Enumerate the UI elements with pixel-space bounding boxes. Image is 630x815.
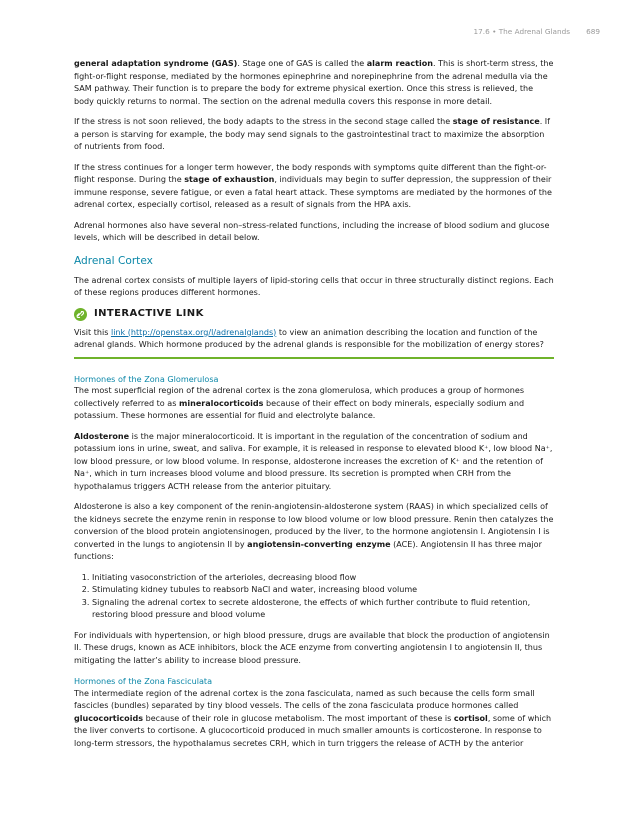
text: Aldosterone is also a key component of the renin-angiotensin-aldosterone system (RAAS) in which specialized cells of the kidneys secrete the enzyme renin in response to low blood volume or low blood pressure. Renin then catalyzes the conversion of the blood protein angiotensinogen, produced by the liver, to the hormone angiotensin I. Angiotensin I is converted in the lungs to angiotensin II by bbox=[74, 502, 554, 549]
term-mineralocorticoids: mineralocorticoids bbox=[178, 398, 264, 408]
section-title: 17.6 • The Adrenal Glands bbox=[473, 27, 571, 36]
text: , individuals may begin to suffer depression, the suppression of their immune response, severe fatigue, or even a fatal heart attack. These symptoms are mediated by the hormones of the adrenal cortex, especially cortisol, released as a result of signals from the HPA axis. bbox=[74, 175, 552, 209]
heading-zona-glomerulosa: Hormones of the Zona Glomerulosa bbox=[74, 373, 219, 384]
text: The most superficial region of the adrenal cortex is the zona glomerulosa, which produces a group of hormones collectively referred to as bbox=[74, 386, 525, 408]
text: Visit this bbox=[74, 327, 111, 337]
text: , some of which the liver converts to cortisone. A glucocorticoid produced in much smaller amounts is corticosterone. In response to long-term stressors, the hypothalamus secretes CRH, which in turn triggers the release of ACTH by the anterior bbox=[74, 713, 552, 748]
term-gas: general adaptation syndrome (GAS) bbox=[74, 59, 238, 68]
term-glucocorticoids: glucocorticoids bbox=[74, 713, 144, 723]
list-item: 1. Initiating vasoconstriction of the arterioles, decreasing blood flow bbox=[92, 572, 554, 585]
text: is the major mineralocorticoid. It is important in the regulation of the concentration of sodium and potassium ions in urine, sweat, and saliva. For example, it is released in response to elevated blood K⁺, low blood Na⁺, low blood pressure, or low blood volume. In response, aldosterone increases the excretion of K⁺ and the retention of Na⁺, which in turn increases blood volume and blood pressure. Its secretion is prompted when CRH from the hypothalamus triggers ACTH release from the anterior pituitary. bbox=[74, 431, 553, 491]
paragraph-raas bbox=[74, 501, 554, 564]
text: because of their role in glucose metabolism. The most important of these is bbox=[143, 713, 454, 723]
paragraph-exhaustion bbox=[74, 162, 554, 212]
text: . Stage one of GAS is called the bbox=[237, 59, 367, 68]
running-header bbox=[474, 27, 601, 36]
paragraph-cortex-layers: The adrenal cortex consists of multiple layers of lipid-storing cells that occur in three structurally distinct regions. Each of these regions produces different hormones. bbox=[74, 275, 554, 297]
paragraph-gas bbox=[74, 58, 554, 108]
angiotensin-functions-list bbox=[74, 572, 554, 622]
page-number: 689 bbox=[586, 27, 600, 36]
heading-adrenal-cortex: Adrenal Cortex bbox=[74, 254, 153, 267]
interactive-link-text bbox=[74, 327, 554, 352]
text: If the stress is not soon relieved, the body adapts to the stress in the second stage called the bbox=[74, 117, 453, 126]
term-stage-of-exhaustion: stage of exhaustion bbox=[184, 175, 275, 184]
list-item: 2. Stimulating kidney tubules to reabsorb NaCl and water, increasing blood volume bbox=[92, 584, 554, 597]
text: . If a person is starving for example, the body may send signals to the gastrointestinal tract to maximize the absorption of nutrients from food. bbox=[74, 117, 551, 151]
paragraph-resistance bbox=[74, 116, 554, 154]
list-item: 3. Signaling the adrenal cortex to secrete aldosterone, the effects of which further contribute to fluid retention, restoring blood pressure and blood volume bbox=[92, 597, 554, 622]
interactive-link-box bbox=[74, 327, 554, 359]
text: . This is short-term stress, the fight-or-flight response, mediated by the hormones epinephrine and norepinephrine from the adrenal medulla via the SAM pathway. Their function is to prepare the body for extreme physical exertion. Once this stress is relieved, the body quickly returns to normal. The section on the adrenal medulla covers this response in more detail. bbox=[74, 59, 554, 106]
term-stage-of-resistance: stage of resistance bbox=[452, 117, 540, 126]
paragraph-nonstress: Adrenal hormones also have several non–stress-related functions, including the increase of blood sodium and glucose levels, which will be described in detail below. bbox=[74, 220, 550, 242]
term-ace: angiotensin-converting enzyme bbox=[247, 539, 391, 549]
text: to view an animation describing the location and function of the adrenal glands. Which hormone produced by the adrenal glands is responsible for the mobilization of energy stores? bbox=[74, 327, 544, 349]
link-icon bbox=[74, 308, 87, 321]
interactive-link-label: INTERACTIVE LINK bbox=[94, 307, 204, 319]
adrenal-glands-link[interactable]: link (http://openstax.org/l/adrenalglands) bbox=[110, 327, 277, 337]
term-cortisol: cortisol bbox=[453, 713, 488, 723]
term-aldosterone: Aldosterone bbox=[74, 431, 130, 441]
heading-zona-fasciculata: Hormones of the Zona Fasciculata bbox=[74, 676, 213, 686]
paragraph-aldosterone bbox=[74, 431, 554, 494]
paragraph-glomerulosa bbox=[74, 385, 554, 423]
text: If the stress continues for a longer term however, the body responds with symptoms quite different than the fight-or-flight response. During the bbox=[74, 162, 547, 184]
page-body bbox=[74, 58, 554, 758]
paragraph-ace-inhibitors: For individuals with hypertension, or high blood pressure, drugs are available that block the production of angiotensin II. These drugs, known as ACE inhibitors, block the ACE enzyme from converting angiotensin I to angiotensin II, thus mitigating the latter’s ability to increase blood pressure. bbox=[74, 630, 550, 665]
term-alarm-reaction: alarm reaction bbox=[366, 59, 433, 68]
text: because of their effect on body minerals, especially sodium and potassium. These hormones are essential for fluid and electrolyte balance. bbox=[74, 398, 525, 420]
text: The intermediate region of the adrenal cortex is the zona fasciculata, named as such because the cells form small fascicles (bundles) separated by tiny blood vessels. The cells of the zona fasciculata produce hormones called bbox=[74, 688, 535, 710]
interactive-link-title bbox=[74, 308, 554, 321]
paragraph-fasciculata bbox=[74, 688, 554, 751]
text: (ACE). Angiotensin II has three major functions: bbox=[74, 539, 542, 561]
